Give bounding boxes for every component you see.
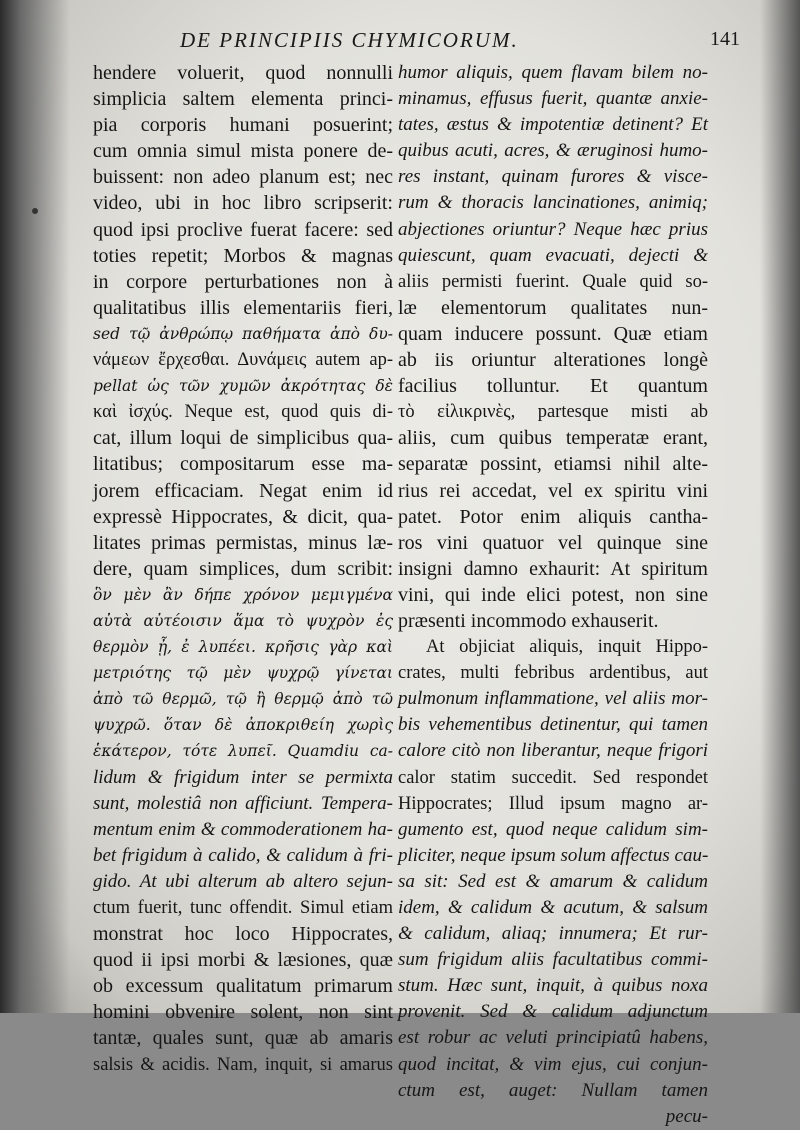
text-line: pecu- [665, 1105, 708, 1127]
text-line: αὐτὰ αὐτέοισιν ἅμα τὸ ψυχρὸν ἐς [93, 611, 393, 630]
text-line: cat, illum loqui de simplicibus qua- [93, 427, 393, 450]
text-line: pulmonum inflammatione, vel aliis mor- [398, 688, 708, 710]
text-line: gido. At ubi alterum ab altero sejun- [93, 870, 393, 892]
text-line: crates, multi febribus ardentibus, aut [398, 663, 708, 684]
text-line: buissent: non adeo planum est; nec [93, 166, 393, 189]
text-line: bet frigidum à calido, & calidum à fri- [93, 844, 393, 866]
edge-shadow [760, 0, 800, 1013]
text-line: μετριότης τῷ μὲν ψυχρῷ γίνεται [93, 664, 393, 683]
text-line: monstrat hoc loco Hippocrates, [93, 923, 393, 946]
text-line: toties repetit; Morbos & magnas [93, 244, 393, 267]
ink-speck [32, 208, 38, 214]
text-line: cum omnia simul mista ponere de- [93, 140, 393, 163]
text-line: præsenti incommodo exhauserit. [398, 609, 659, 632]
text-line: homini obvenire solent, non sint [93, 1001, 393, 1024]
text-line: ὃν μὲν ἂν δήπε χρόνον μεμιγμένα [93, 585, 393, 604]
text-line: & calidum, aliaq; innumera; Et rur- [398, 923, 708, 945]
text-line: patet. Potor enim aliquis cantha- [398, 505, 708, 528]
text-line: jorem efficaciam. Negat enim id [93, 479, 393, 502]
text-line: minamus, effusus fuerit, quantæ anxie- [398, 88, 708, 110]
text-line: bis vehementibus detinentur, qui tamen [398, 714, 708, 736]
text-line: sum frigidum aliis facultatibus commi- [398, 949, 708, 971]
text-line: expressè Hippocrates, & dicit, qua- [93, 505, 393, 528]
text-line: calor statim succedit. Sed respondet [398, 767, 708, 788]
text-line: vini, qui inde elici potest, non sine [398, 583, 708, 606]
text-line: ctum fuerit, tunc offendit. Simul etiam [93, 898, 393, 918]
text-line: ros vini quatuor vel quinque sine [398, 531, 708, 554]
text-line: in corpore perturbationes non à [93, 270, 393, 293]
text-line: At objiciat aliquis, inquit Hippo- [426, 637, 708, 658]
text-line: gumento est, quod neque calidum sim- [398, 818, 708, 840]
text-line: idem, & calidum & acutum, & salsum [398, 897, 708, 918]
text-line: quiescunt, quam evacuati, dejecti & [398, 244, 708, 266]
text-line: ψυχρῶ. ὅταν δὲ ἀποκριθείη χωρὶς [93, 716, 393, 735]
running-title: DE PRINCIPIIS CHYMICORUM. [180, 28, 519, 52]
text-line: hendere voluerit, quod nonnulli [93, 62, 393, 84]
text-line: provenit. Sed & calidum adjunctum [398, 1001, 708, 1023]
text-line: dere, quam simplices, dum scribit: [93, 557, 393, 580]
right-text-column [398, 60, 708, 1130]
text-line: ab iis oriuntur alterationes longè [398, 349, 708, 372]
text-line: simplicia saltem elementa princi- [93, 88, 393, 111]
page-number: 141 [710, 28, 740, 50]
text-line: quod ii ipsi morbi & læsiones, quæ [93, 949, 393, 972]
text-line: humor aliquis, quem flavam bilem no- [398, 62, 708, 83]
text-line: abjectiones oriuntur? Neque hæc prius [398, 218, 708, 240]
text-line: calore citò non liberantur, neque frigori [398, 740, 708, 762]
text-line: litates primas permistas, minus læ- [93, 531, 393, 554]
text-line: est robur ac veluti principiatû habens, [398, 1027, 708, 1049]
text-line: τὸ εἰλικρινὲς, partesque misti ab [398, 402, 708, 423]
text-line: aliis permisti fuerint. Quale quid so- [398, 271, 708, 292]
text-line: quam inducere possunt. Quæ etiam [398, 322, 708, 345]
text-line: quod ipsi proclive fuerat facere: sed [93, 218, 393, 241]
text-line: νάμεων ἔρχεσθαι. Δυνάμεις autem ap- [93, 350, 393, 371]
text-line: θερμὸν ᾖ, ἐ λυπέει. κρῆσις γὰρ καὶ [93, 638, 393, 657]
gutter-shadow [0, 0, 70, 1013]
text-line: quibus acuti, acres, & æruginosi humo- [398, 140, 708, 162]
text-line: καὶ ἰσχύς. Neque est, quod quis di- [93, 402, 393, 423]
text-line: ἑκάτερον, τότε λυπεῖ. Quamdiu ca- [93, 742, 393, 761]
text-line: lidum & frigidum inter se permixta [93, 766, 393, 788]
text-line: insigni damno exhaurit: At spiritum [398, 557, 708, 580]
text-line: pellat ὡς τῶν χυμῶν ἀκρότητας δὲ [93, 377, 393, 396]
text-line: Hippocrates; Illud ipsum magno ar- [398, 793, 708, 814]
text-line: sed τῷ ἀνθρώπῳ παθήματα ἀπὸ δυ- [93, 324, 393, 343]
text-line: litatibus; compositarum esse ma- [93, 453, 393, 476]
text-line: rius rei accedat, vel ex spiritu vini [398, 479, 708, 502]
text-line: tates, æstus & impotentiæ detinent? Et [398, 114, 708, 136]
text-line: ἀπὸ τῶ θερμῶ, τῷ ἢ θερμῷ ἀπὸ τῶ [93, 690, 393, 709]
text-line: stum. Hæc sunt, inquit, à quibus noxa [398, 975, 708, 997]
text-line: salsis & acidis. Nam, inquit, si amarus [93, 1054, 393, 1075]
text-line: sunt, molestiâ non afficiunt. Tempera- [93, 792, 393, 814]
text-line: ob excessum qualitatum primarum [93, 975, 393, 998]
page-header [180, 28, 740, 56]
text-line: rum & thoracis lancinationes, animiq; [398, 192, 708, 214]
text-line: pia corporis humani posuerint; [93, 114, 393, 137]
text-line: tantæ, quales sunt, quæ ab amaris [93, 1027, 393, 1050]
text-line: aliis, cum quibus temperatæ erant, [398, 427, 708, 450]
text-line: qualitatibus illis elementariis fieri, [93, 296, 393, 319]
left-text-column [93, 60, 393, 1078]
text-line: separatæ possint, etiamsi nihil alte- [398, 453, 708, 476]
text-line: res instant, quinam furores & visce- [398, 166, 708, 188]
text-line: facilius tolluntur. Et quantum [398, 375, 708, 398]
text-line: pliciter, neque ipsum solum affectus cau- [398, 844, 709, 866]
text-line: quod incitat, & vim ejus, cui conjun- [398, 1053, 708, 1075]
text-line: ctum est, auget: Nullam tamen [398, 1079, 708, 1101]
text-line: mentum enim & commoderationem ha- [93, 818, 393, 840]
text-line: video, ubi in hoc libro scripserit: [93, 192, 393, 215]
text-line: læ elementorum qualitates nun- [398, 296, 708, 319]
text-line: sa sit: Sed est & amarum & calidum [398, 870, 708, 892]
